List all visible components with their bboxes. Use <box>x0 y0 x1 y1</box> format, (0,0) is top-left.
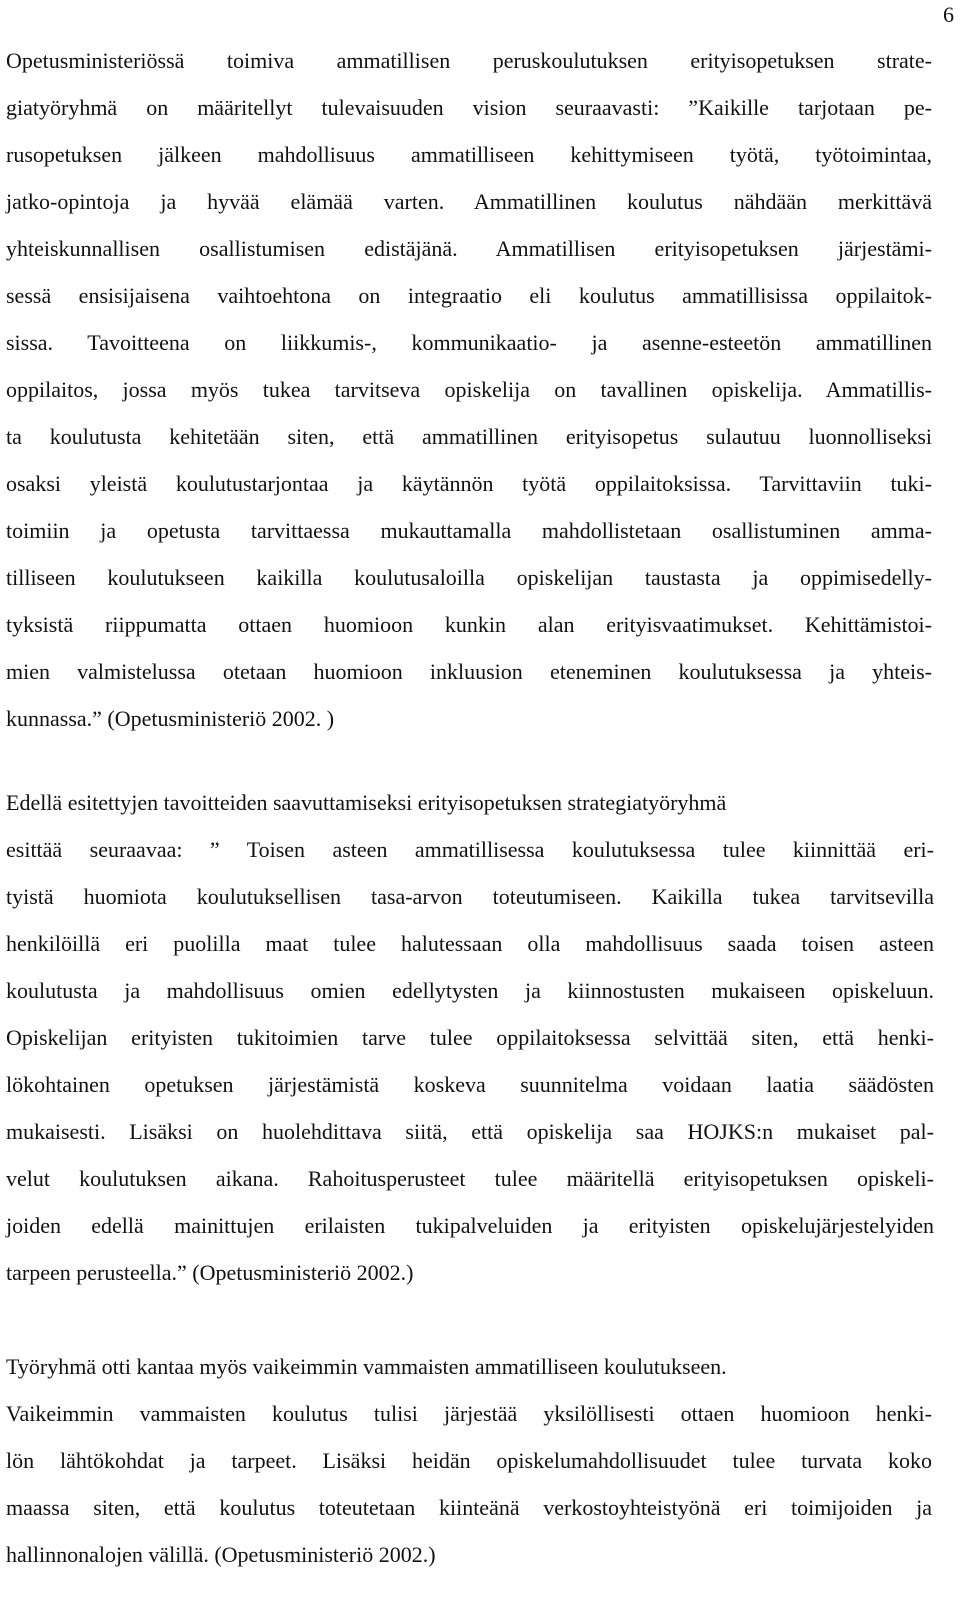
text-line: tarpeen perusteella.” (Opetusministeriö 2002.) <box>6 1260 414 1285</box>
text-line: Edellä esitettyjen tavoitteiden saavuttamiseksi erityisopetuksen strategiatyöryhmä <box>6 790 727 815</box>
text-line: toimiin ja opetusta tarvittaessa mukauttamalla mahdollistetaan osallistuminen amma- <box>6 518 932 543</box>
text-line: maassa siten, että koulutus toteutetaan kiinteänä verkostoyhteistyönä eri toimijoiden ja <box>6 1495 932 1520</box>
text-line: lön lähtökohdat ja tarpeet. Lisäksi heidän opiskelumahdollisuudet tulee turvata koko <box>6 1448 932 1473</box>
text-line: kunnassa.” (Opetusministeriö 2002. ) <box>6 706 335 731</box>
text-line: velut koulutuksen aikana. Rahoitusperusteet tulee määritellä erityisopetuksen opiskeli- <box>6 1166 934 1191</box>
text-line: koulutusta ja mahdollisuus omien edellytysten ja kiinnostusten mukaiseen opiskeluun. <box>6 978 934 1003</box>
text-line: rusopetuksen jälkeen mahdollisuus ammatilliseen kehittymiseen työtä, työtoimintaa, <box>6 142 932 167</box>
text-line: esittää seuraavaa: ” Toisen asteen ammatillisessa koulutuksessa tulee kiinnittää eri- <box>6 837 934 862</box>
text-line: mukaisesti. Lisäksi on huolehdittava siitä, että opiskelija saa HOJKS:n mukaiset pal- <box>6 1119 934 1144</box>
text-line: tilliseen koulutukseen kaikilla koulutusaloilla opiskelijan taustasta ja oppimisedelly- <box>6 565 932 590</box>
text-line: jatko-opintoja ja hyvää elämää varten. Ammatillinen koulutus nähdään merkittävä <box>6 189 932 214</box>
text-line: lökohtainen opetuksen järjestämistä koskeva suunnitelma voidaan laatia säädösten <box>6 1072 934 1097</box>
text-line: Työryhmä otti kantaa myös vaikeimmin vammaisten ammatilliseen koulutukseen. <box>6 1354 727 1379</box>
page-number: 6 <box>943 2 954 27</box>
text-line: Opiskelijan erityisten tukitoimien tarve tulee oppilaitoksessa selvittää siten, että henki- <box>6 1025 934 1050</box>
text-line: tyksistä riippumatta ottaen huomioon kunkin alan erityisvaatimukset. Kehittämistoi- <box>6 612 932 637</box>
text-line: hallinnonalojen välillä. (Opetusministeriö 2002.) <box>6 1542 436 1567</box>
text-line: oppilaitos, jossa myös tukea tarvitseva opiskelija on tavallinen opiskelija. Ammatillis- <box>6 377 932 402</box>
paragraph-strategy <box>6 779 934 1296</box>
text-line: mien valmistelussa otetaan huomioon inkluusion eteneminen koulutuksessa ja yhteis- <box>6 659 932 684</box>
text-line: joiden edellä mainittujen erilaisten tukipalveluiden ja erityisten opiskelujärjestelyiden <box>6 1213 934 1238</box>
text-line: Vaikeimmin vammaisten koulutus tulisi järjestää yksilöllisesti ottaen huomioon henki- <box>6 1401 932 1426</box>
text-line: yhteiskunnallisen osallistumisen edistäjänä. Ammatillisen erityisopetuksen järjestämi- <box>6 236 932 261</box>
text-line: sissa. Tavoitteena on liikkumis-, kommunikaatio- ja asenne-esteetön ammatillinen <box>6 330 932 355</box>
text-line: tyistä huomiota koulutuksellisen tasa-arvon toteutumiseen. Kaikilla tukea tarvitsevilla <box>6 884 934 909</box>
text-line: giatyöryhmä on määritellyt tulevaisuuden vision seuraavasti: ”Kaikille tarjotaan pe- <box>6 95 932 120</box>
paragraph-severe-disabilities <box>6 1343 932 1578</box>
text-line: Opetusministeriössä toimiva ammatillisen peruskoulutuksen erityisopetuksen strate- <box>6 48 932 73</box>
text-line: osaksi yleistä koulutustarjontaa ja käytännön työtä oppilaitoksissa. Tarvittaviin tuki- <box>6 471 932 496</box>
text-line: henkilöillä eri puolilla maat tulee halutessaan olla mahdollisuus saada toisen asteen <box>6 931 934 956</box>
paragraph-vision <box>6 37 932 742</box>
text-line: sessä ensisijaisena vaihtoehtona on integraatio eli koulutus ammatillisissa oppilaitok- <box>6 283 932 308</box>
text-line: ta koulutusta kehitetään siten, että ammatillinen erityisopetus sulautuu luonnolliseksi <box>6 424 932 449</box>
